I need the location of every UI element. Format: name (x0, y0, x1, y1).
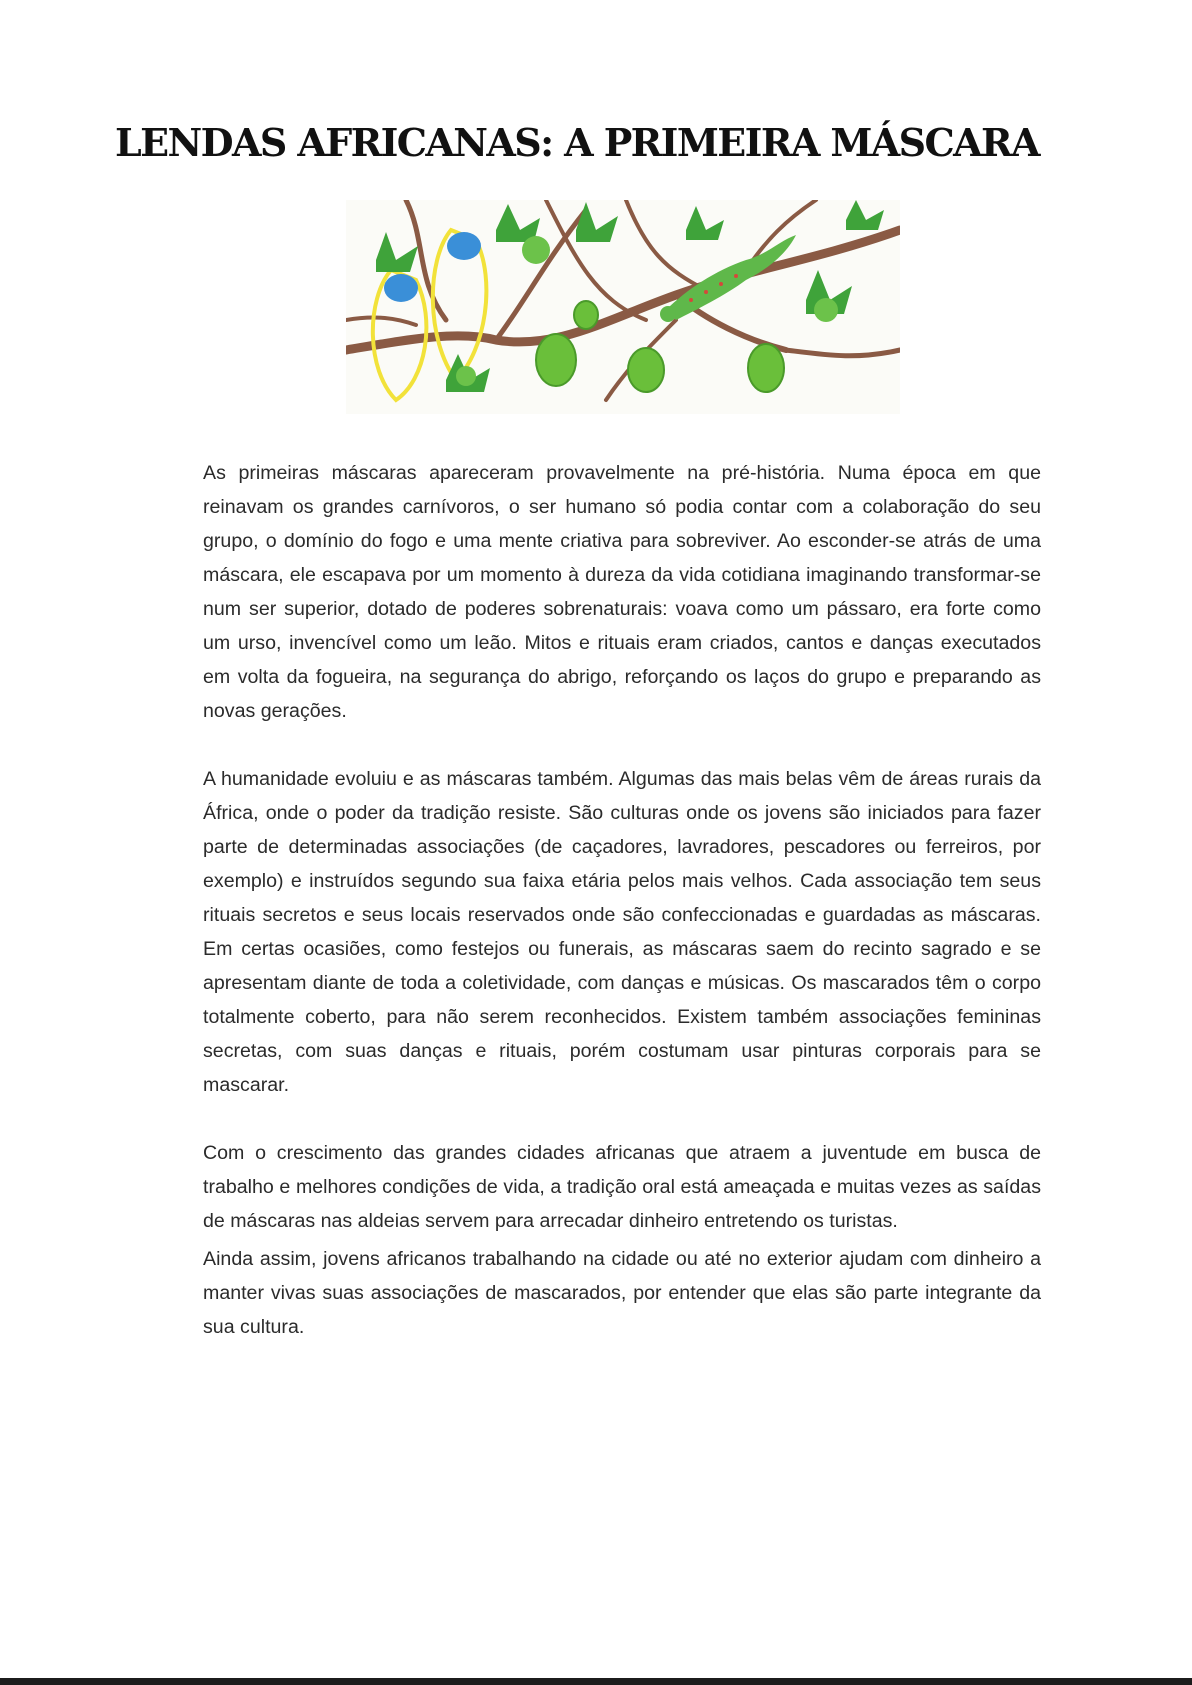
paragraph-2: A humanidade evoluiu e as máscaras também. Algumas das mais belas vêm de áreas rurais da África, onde o poder da tradição resiste. São culturas onde os jovens são iniciados para fazer parte de determinadas associações (de caçadores, lavradores, pescadores ou ferreiros, por exemplo) e instruídos segundo sua faixa etária pelos mais velhos. Cada associação tem seus rituais secretos e seus locais reservados onde são confeccionadas e guardadas as máscaras. Em certas ocasiões, como festejos ou funerais, as máscaras saem do recinto sagrado e se apresentam diante de toda a coletividade, com danças e músicas. Os mascarados têm o corpo totalmente coberto, para não serem reconhecidos. Existem também associações femininas secretas, com suas danças e rituais, porém costumam usar pinturas corporais para se mascarar. (203, 768, 1041, 1096)
paragraph-3-part-b: Ainda assim, jovens africanos trabalhando na cidade ou até no exterior ajudam com dinheiro a manter vivas suas associações de mascarados, por entender que elas são parte integrante da sua cultura. (203, 1248, 1041, 1338)
article-body (203, 456, 1041, 1344)
paragraph-3-part-a: Com o crescimento das grandes cidades africanas que atraem a juventude em busca de trabalho e melhores condições de vida, a tradição oral está ameaçada e muitas vezes as saídas de máscaras nas aldeias servem para arrecadar dinheiro entretendo os turistas. (203, 1142, 1041, 1232)
leaves-branches-chameleon-illustration (346, 200, 900, 414)
page-title: LENDAS AFRICANAS: A PRIMEIRA MÁSCARA (115, 120, 1039, 165)
page-bottom-border (0, 1678, 1192, 1685)
paragraph-3 (203, 1136, 1041, 1344)
paragraph-1: As primeiras máscaras apareceram provavelmente na pré-história. Numa época em que reinavam os grandes carnívoros, o ser humano só podia contar com a colaboração do seu grupo, o domínio do fogo e uma mente criativa para sobreviver. Ao esconder-se atrás de uma máscara, ele escapava por um momento à dureza da vida cotidiana imaginando transformar-se num ser superior, dotado de poderes sobrenaturais: voava como um pássaro, era forte como um urso, invencível como um leão. Mitos e rituais eram criados, cantos e danças executados em volta da fogueira, na segurança do abrigo, reforçando os laços do grupo e preparando as novas gerações. (203, 462, 1041, 722)
